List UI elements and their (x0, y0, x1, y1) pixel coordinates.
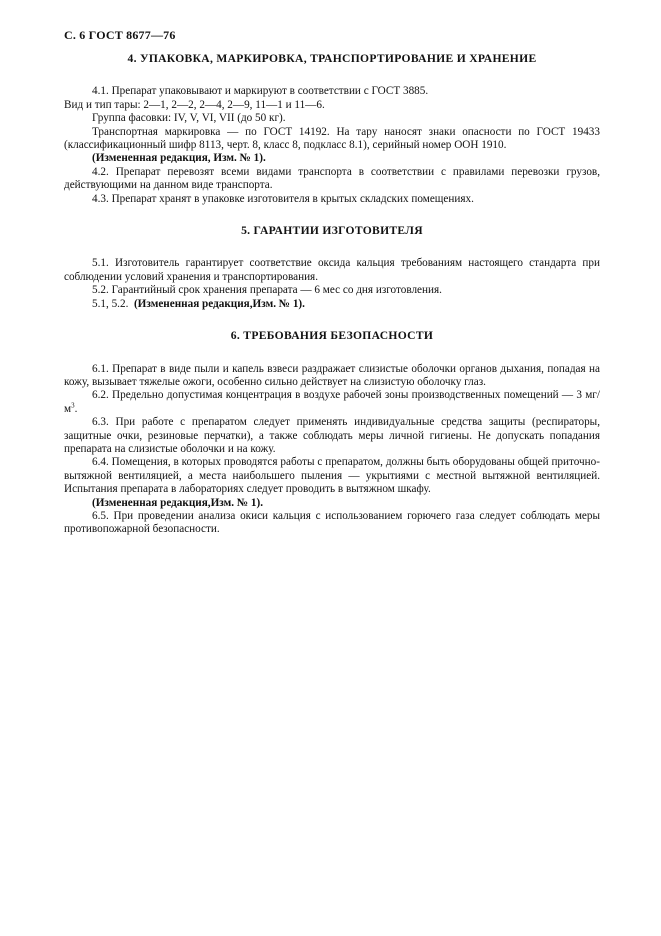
superscript: 3 (71, 400, 75, 409)
paragraph: Вид и тип тары: 2—1, 2—2, 2—4, 2—9, 11—1 и 11—6. (64, 98, 325, 111)
paragraph: 5.1. Изготовитель гарантирует соответствие оксида кальция требованиям настоящего стандарта при соблюдении условий хранения и транспортирования. (64, 257, 600, 283)
paragraph: 4.2. Препарат перевозят всеми видами транспорта в соответствии с правилами перевозки грузов, действующими на данном виде транспорта. (64, 165, 600, 192)
clause-ref: 5.1, 5.2. (92, 297, 129, 310)
paragraph: 4.3. Препарат хранят в упаковке изготовителя в крытых складских помещениях. (92, 192, 474, 205)
section-manufacturer-warranty (64, 224, 600, 311)
section-packaging (64, 52, 600, 206)
paragraph: 6.5. При проведении анализа окиси кальция с использованием горючего газа следует соблюдать меры противопожарной безопасности. (64, 509, 600, 536)
paragraph: 6.1. Препарат в виде пыли и капель взвеси раздражает слизистые оболочки органов дыхания, попадая на кожу, вызывает тяжелые ожоги, особенно сильно действует на слизистую оболочку глаз. (64, 362, 600, 388)
amendment-note: (Измененная редакция,Изм. № 1). (92, 496, 263, 509)
section-title: 4. УПАКОВКА, МАРКИРОВКА, ТРАНСПОРТИРОВАНИЕ И ХРАНЕНИЕ (127, 52, 537, 65)
amendment-note: (Измененная редакция,Изм. № 1). (133, 297, 305, 310)
page-header: С. 6 ГОСТ 8677—76 (64, 28, 176, 42)
paragraph: 5.2. Гарантийный срок хранения препарата — 6 мес со дня изготовления. (92, 284, 442, 297)
paragraph (64, 389, 600, 416)
paragraph: 6.4. Помещения, в которых проводятся работы с препаратом, должны быть оборудованы общей приточно-вытяжной вентиляцией, а места наибольшего пыления — укрытиями с местной вытяжной вентиляцией. Испытания препарата в лабораториях следует проводить в вытяжном шкафу. (64, 456, 600, 496)
paragraph: 6.3. При работе с препаратом следует применять индивидуальные средства защиты (респираторы, защитные очки, резиновые перчатки), а также соблюдать меры личной гигиены. Не допускать попадания препарата на слизистые оболочки и на кожу. (64, 416, 600, 455)
amendment-note: (Измененная редакция, Изм. № 1). (92, 152, 266, 165)
section-title: 5. ГАРАНТИИ ИЗГОТОВИТЕЛЯ (241, 224, 423, 238)
paragraph-end: . (74, 402, 78, 415)
section-title: 6. ТРЕБОВАНИЯ БЕЗОПАСНОСТИ (230, 329, 434, 343)
section-safety-requirements (64, 329, 600, 537)
paragraph (64, 298, 600, 311)
paragraph: 4.1. Препарат упаковывают и маркируют в соответствии с ГОСТ 3885. (92, 85, 429, 98)
document-body (64, 52, 600, 537)
paragraph: Группа фасовки: IV, V, VI, VII (до 50 кг). (92, 112, 286, 125)
paragraph-text: 6.2. Предельно допустимая концентрация в воздухе рабочей зоны производственных помещений — 3 мг/м (64, 389, 600, 415)
paragraph: Транспортная маркировка — по ГОСТ 14192. На тару наносят знаки опасности по ГОСТ 19433 (классификационный шифр 8113, черт. 8, класс 8, подкласс 8.1), серийный номер ООН 1910. (64, 125, 600, 152)
